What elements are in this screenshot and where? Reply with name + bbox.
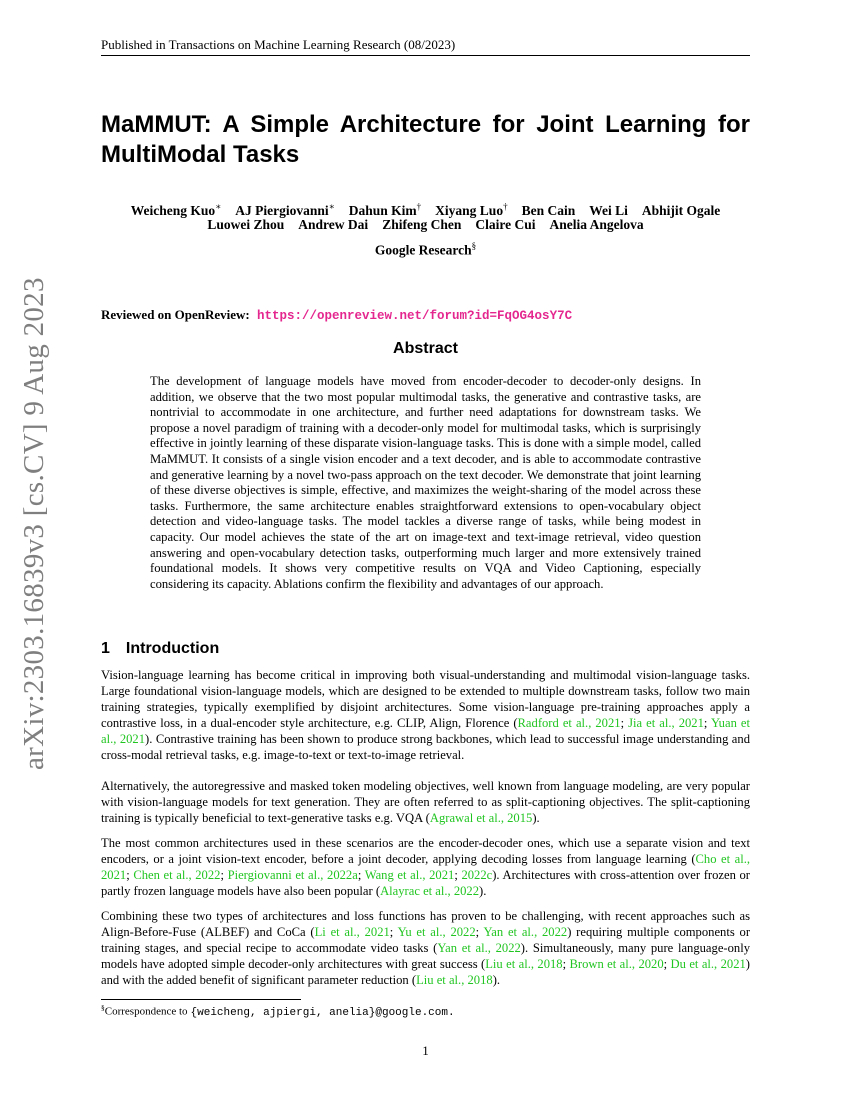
intro-paragraph: Alternatively, the autoregressive and masked token modeling objectives, well known from language modeling, are very popular with vision-language models for text generation. They are often referred to as split-captioning objectives. The split-captioning training is typically beneficial to text-generative tasks e.g. VQA (Agrawal et al., 2015). [101, 779, 750, 825]
author-footnote-mark: ∗ [328, 201, 335, 211]
affiliation-name: Google Research [374, 242, 472, 258]
author-name: Luowei Zhou [207, 217, 285, 232]
author-footnote-mark: † [503, 201, 508, 211]
affiliation-footnote-mark: § [471, 241, 477, 251]
citation-link[interactable]: Cho et al., 2021 [101, 851, 751, 882]
author-name: Abhijit Ogale [641, 202, 721, 218]
intro-paragraph: The most common architectures used in these scenarios are the encoder-decoder ones, which use a separate vision and text encoders, or a joint vision-text encoder, before a joint decoder, applying decoding losses from language learning (Cho et al., 2021; Chen et al., 2022; Piergiovanni et al., 2022a; Wang et al., 2021; 2022c). Architectures with cross-attention over frozen or partly frozen language models have also been popular (Alayrac et al., 2022). [101, 836, 751, 898]
footnote [101, 1003, 455, 1019]
citation-link[interactable]: Yu et al., 2022 [397, 924, 476, 939]
affiliation [101, 241, 750, 259]
footnote-emails: {weicheng, ajpiergi, anelia}@google.com. [190, 1006, 455, 1019]
citation-link[interactable]: Piergiovanni et al., 2022a [227, 867, 358, 882]
citation-link[interactable]: Liu et al., 2018 [416, 972, 493, 987]
citation-link[interactable]: Chen et al., 2022 [133, 867, 221, 882]
author-name: Xiyang Luo† [435, 201, 508, 218]
intro-paragraph: Combining these two types of architectures and loss functions has proven to be challenging, with recent approaches such as Align-Before-Fuse (ALBEF) and CoCa (Li et al., 2021; Yu et al., 2022; Yan et al., 2022) requiring multiple components or training stages, and special recipe to accommodate video tasks (Yan et al., 2022). Simultaneously, many pure language-only models have adopted simple decoder-only architectures with great success (Liu et al., 2018; Brown et al., 2020; Du et al., 2021) and with the added benefit of significant parameter reduction (Liu et al., 2018). [101, 909, 751, 987]
abstract-body: The development of language models have moved from encoder-decoder to decoder-only designs. In addition, we observe that the two most popular multimodal tasks, the generative and contrastive tasks, are nontrivial to accommodate in one architecture, and further need adaptations for downstream tasks. We propose a novel paradigm of training with a decoder-only model for multimodal tasks, which is surprisingly effective in jointly learning of these disparate vision-language tasks. This is done with a simple model, called MaMMUT. It consists of a single vision encoder and a text decoder, and is able to accommodate contrastive and generative learning by a novel two-pass approach on the text decoder. We demonstrate that joint learning of these diverse objectives is simple, effective, and maximizes the weight-sharing of the model across these tasks. Furthermore, the same architecture enables straightforward extensions to open-vocabulary object detection and video-language tasks. The model tackles a diverse range of tasks, while being modest in capacity. Our model achieves the state of the art on image-text and text-image retrieval, video question answering and open-vocabulary detection tasks, outperforming much larger and more extensively trained foundational models. It shows very competitive results on VQA and Video Captioning, especially considering its capacity. Ablations confirm the flexibility and advantages of our approach. [150, 374, 701, 591]
citation-link[interactable]: Agrawal et al., 2015 [429, 810, 533, 825]
abstract-heading: Abstract [393, 340, 458, 357]
citation-link[interactable]: Li et al., 2021 [314, 924, 390, 939]
arxiv-identifier: arXiv:2303.16839v3 [cs.CV] 9 Aug 2023 [18, 277, 50, 770]
citation-link[interactable]: Liu et al., 2018 [485, 956, 563, 971]
citation-link[interactable]: Du et al., 2021 [670, 956, 746, 971]
running-header: Published in Transactions on Machine Learning Research (08/2023) [101, 37, 456, 52]
author-footnote-mark: ∗ [215, 201, 222, 211]
header-rule [101, 55, 750, 56]
author-name: Zhifeng Chen [382, 217, 462, 232]
citation-link[interactable]: Brown et al., 2020 [569, 956, 664, 971]
footnote-mark: § [101, 1003, 105, 1012]
paper-title: MaMMUT: A Simple Architecture for Joint Learning for MultiModal Tasks [101, 111, 750, 168]
author-footnote-mark: † [416, 201, 422, 211]
review-line [101, 307, 572, 323]
footnote-text: Correspondence to [104, 1005, 188, 1018]
citation-link[interactable]: Radford et al., 2021 [517, 715, 621, 730]
section-number: 1 [101, 640, 110, 657]
author-name: Dahun Kim† [348, 201, 422, 218]
intro-paragraph: Vision-language learning has become critical in improving both visual-understanding and multimodal vision-language tasks. Large foundational vision-language models, which are designed to be extended to multiple downstream tasks, follow two main training strategies, typically exemplified by disjoint architectures. Some vision-language pre-training approaches apply a contrastive loss, in a dual-encoder style architecture, e.g. CLIP, Align, Florence (Radford et al., 2021; Jia et al., 2021; Yuan et al., 2021). Contrastive training has been shown to produce strong backbones, which lead to successful image understanding and cross-modal retrieval tasks, e.g. image-to-text or text-to-image retrieval. [101, 668, 750, 762]
author-name: Wei Li [589, 202, 628, 218]
citation-link[interactable]: Yan et al., 2022 [483, 924, 568, 939]
author-line [101, 217, 750, 233]
author-name: Anelia Angelova [549, 217, 644, 232]
footnote-rule [101, 999, 301, 1000]
page-number: 1 [422, 1043, 429, 1058]
citation-link[interactable]: Alayrac et al., 2022 [380, 883, 480, 898]
citation-link[interactable]: 2022c [461, 867, 493, 882]
section-heading-introduction [101, 640, 219, 658]
author-name: AJ Piergiovanni∗ [235, 201, 335, 218]
review-label: Reviewed on OpenReview: [101, 307, 250, 322]
citation-link[interactable]: Yan et al., 2022 [437, 940, 521, 955]
author-name: Ben Cain [521, 202, 576, 218]
author-name: Claire Cui [475, 217, 536, 232]
author-line [101, 201, 750, 219]
section-title: Introduction [125, 640, 220, 657]
citation-link[interactable]: Yuan et al., 2021 [101, 715, 750, 746]
author-name: Andrew Dai [298, 217, 369, 232]
citation-link[interactable]: Jia et al., 2021 [628, 715, 704, 730]
author-name: Weicheng Kuo∗ [130, 201, 222, 218]
citation-link[interactable]: Wang et al., 2021 [364, 867, 455, 882]
openreview-link[interactable]: https://openreview.net/forum?id=FqOG4osY7C [257, 309, 573, 323]
